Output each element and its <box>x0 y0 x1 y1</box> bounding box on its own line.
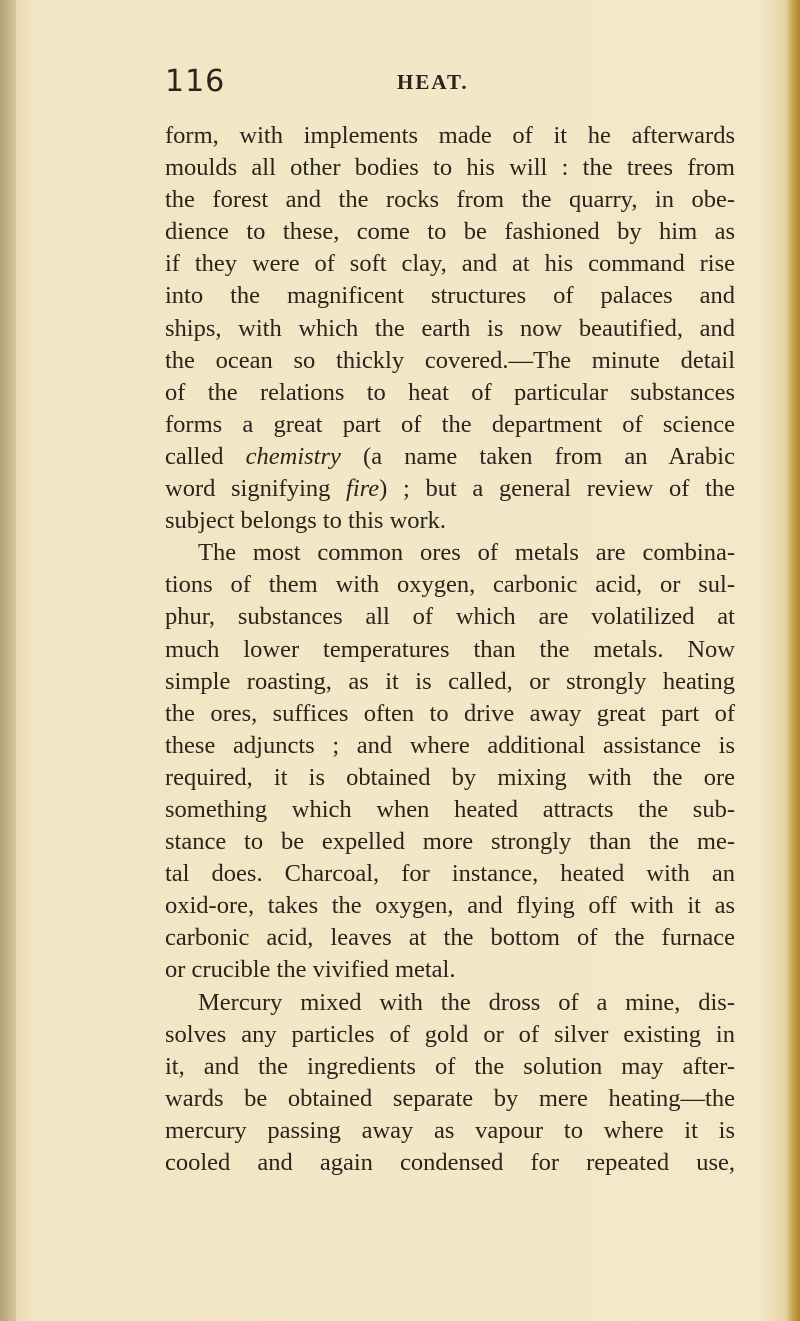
text-line <box>165 1147 735 1179</box>
text-line <box>165 184 735 216</box>
text-line <box>165 826 735 858</box>
text-line <box>165 441 735 473</box>
italic-term: fire <box>346 475 380 503</box>
text-segment: much lower temperatures than the metals. Now <box>165 635 735 663</box>
text-segment: form, with implements made of it he afterwards <box>165 122 735 149</box>
text-segment: ships, with which the earth is now beautified, and <box>165 314 735 342</box>
text-segment: something which when heated attracts the sub- <box>165 795 735 823</box>
text-segment: solves any particles of gold or of silver existing in <box>165 1020 735 1048</box>
text-segment: wards be obtained separate by mere heating—the <box>165 1084 735 1112</box>
text-segment: subject belongs to this work. <box>165 507 447 535</box>
text-line <box>165 762 735 794</box>
text-segment: the ores, suffices often to drive away great part of <box>165 699 735 727</box>
text-segment: the forest and the rocks from the quarry, in obe- <box>165 186 735 214</box>
text-line <box>165 634 735 666</box>
text-segment: tal does. Charcoal, for instance, heated with an <box>165 860 735 888</box>
text-segment: or crucible the vivified metal. <box>165 956 456 984</box>
running-head: HEAT. <box>397 70 469 94</box>
text-line <box>165 377 735 409</box>
text-segment: carbonic acid, leaves at the bottom of the furnace <box>165 924 735 952</box>
text-segment: simple roasting, as it is called, or strongly heating <box>165 667 735 695</box>
text-segment: phur, substances all of which are volatilized at <box>165 603 735 631</box>
text-segment: Mercury mixed with the dross of a mine, dis- <box>198 988 735 1016</box>
text-line <box>165 313 735 345</box>
text-segment: dience to these, come to be fashioned by him as <box>165 218 735 246</box>
page-edge-discoloration <box>786 0 800 1321</box>
text-line <box>165 730 735 762</box>
text-line <box>165 987 735 1019</box>
text-line <box>165 473 735 505</box>
text-segment: mercury passing away as vapour to where it is <box>165 1116 735 1144</box>
page-number: 116 <box>165 64 226 99</box>
text-segment: forms a great part of the department of science <box>165 410 735 438</box>
text-line <box>165 569 735 601</box>
body-text <box>165 120 735 1179</box>
text-line <box>165 152 735 184</box>
text-line <box>165 505 735 537</box>
text-line <box>165 794 735 826</box>
text-segment: cooled and again condensed for repeated use, <box>165 1149 735 1176</box>
text-line <box>165 954 735 986</box>
text-segment: into the magnificent structures of palaces and <box>165 282 735 310</box>
text-line <box>165 1115 735 1147</box>
text-segment: of the relations to heat of particular substances <box>165 378 735 406</box>
text-line <box>165 248 735 280</box>
text-line <box>165 216 735 248</box>
text-line <box>165 345 735 377</box>
text-line <box>165 698 735 730</box>
text-segment: stance to be expelled more strongly than the me- <box>165 828 735 856</box>
text-segment: these adjuncts ; and where additional assistance is <box>165 731 735 759</box>
text-segment: (a name taken from an Arabic <box>340 442 735 470</box>
text-segment: oxid-ore, takes the oxygen, and flying off with it as <box>165 892 735 920</box>
text-segment: The most common ores of metals are combina- <box>198 539 735 567</box>
text-line <box>165 409 735 441</box>
text-segment: word signifying <box>165 475 347 503</box>
text-line <box>165 858 735 890</box>
text-line <box>165 1051 735 1083</box>
text-segment: if they were of soft clay, and at his command rise <box>165 250 735 278</box>
page-header <box>165 64 745 104</box>
text-line <box>165 1019 735 1051</box>
text-segment: the ocean so thickly covered.—The minute detail <box>165 346 735 374</box>
text-line <box>165 890 735 922</box>
text-line <box>165 666 735 698</box>
text-line <box>165 280 735 312</box>
text-segment: ) ; but a general review of the <box>379 475 736 503</box>
page-gutter-shadow <box>0 0 16 1321</box>
text-segment: moulds all other bodies to his will : the trees from <box>165 154 735 182</box>
text-segment: it, and the ingredients of the solution may after- <box>165 1052 735 1080</box>
text-line <box>165 537 735 569</box>
text-line <box>165 601 735 633</box>
text-line <box>165 1083 735 1115</box>
text-segment: called <box>165 442 246 470</box>
italic-term: chemistry <box>245 442 341 470</box>
text-segment: required, it is obtained by mixing with the ore <box>165 763 735 791</box>
text-line <box>165 922 735 954</box>
text-line <box>165 120 735 152</box>
text-segment: tions of them with oxygen, carbonic acid, or sul- <box>165 571 735 599</box>
